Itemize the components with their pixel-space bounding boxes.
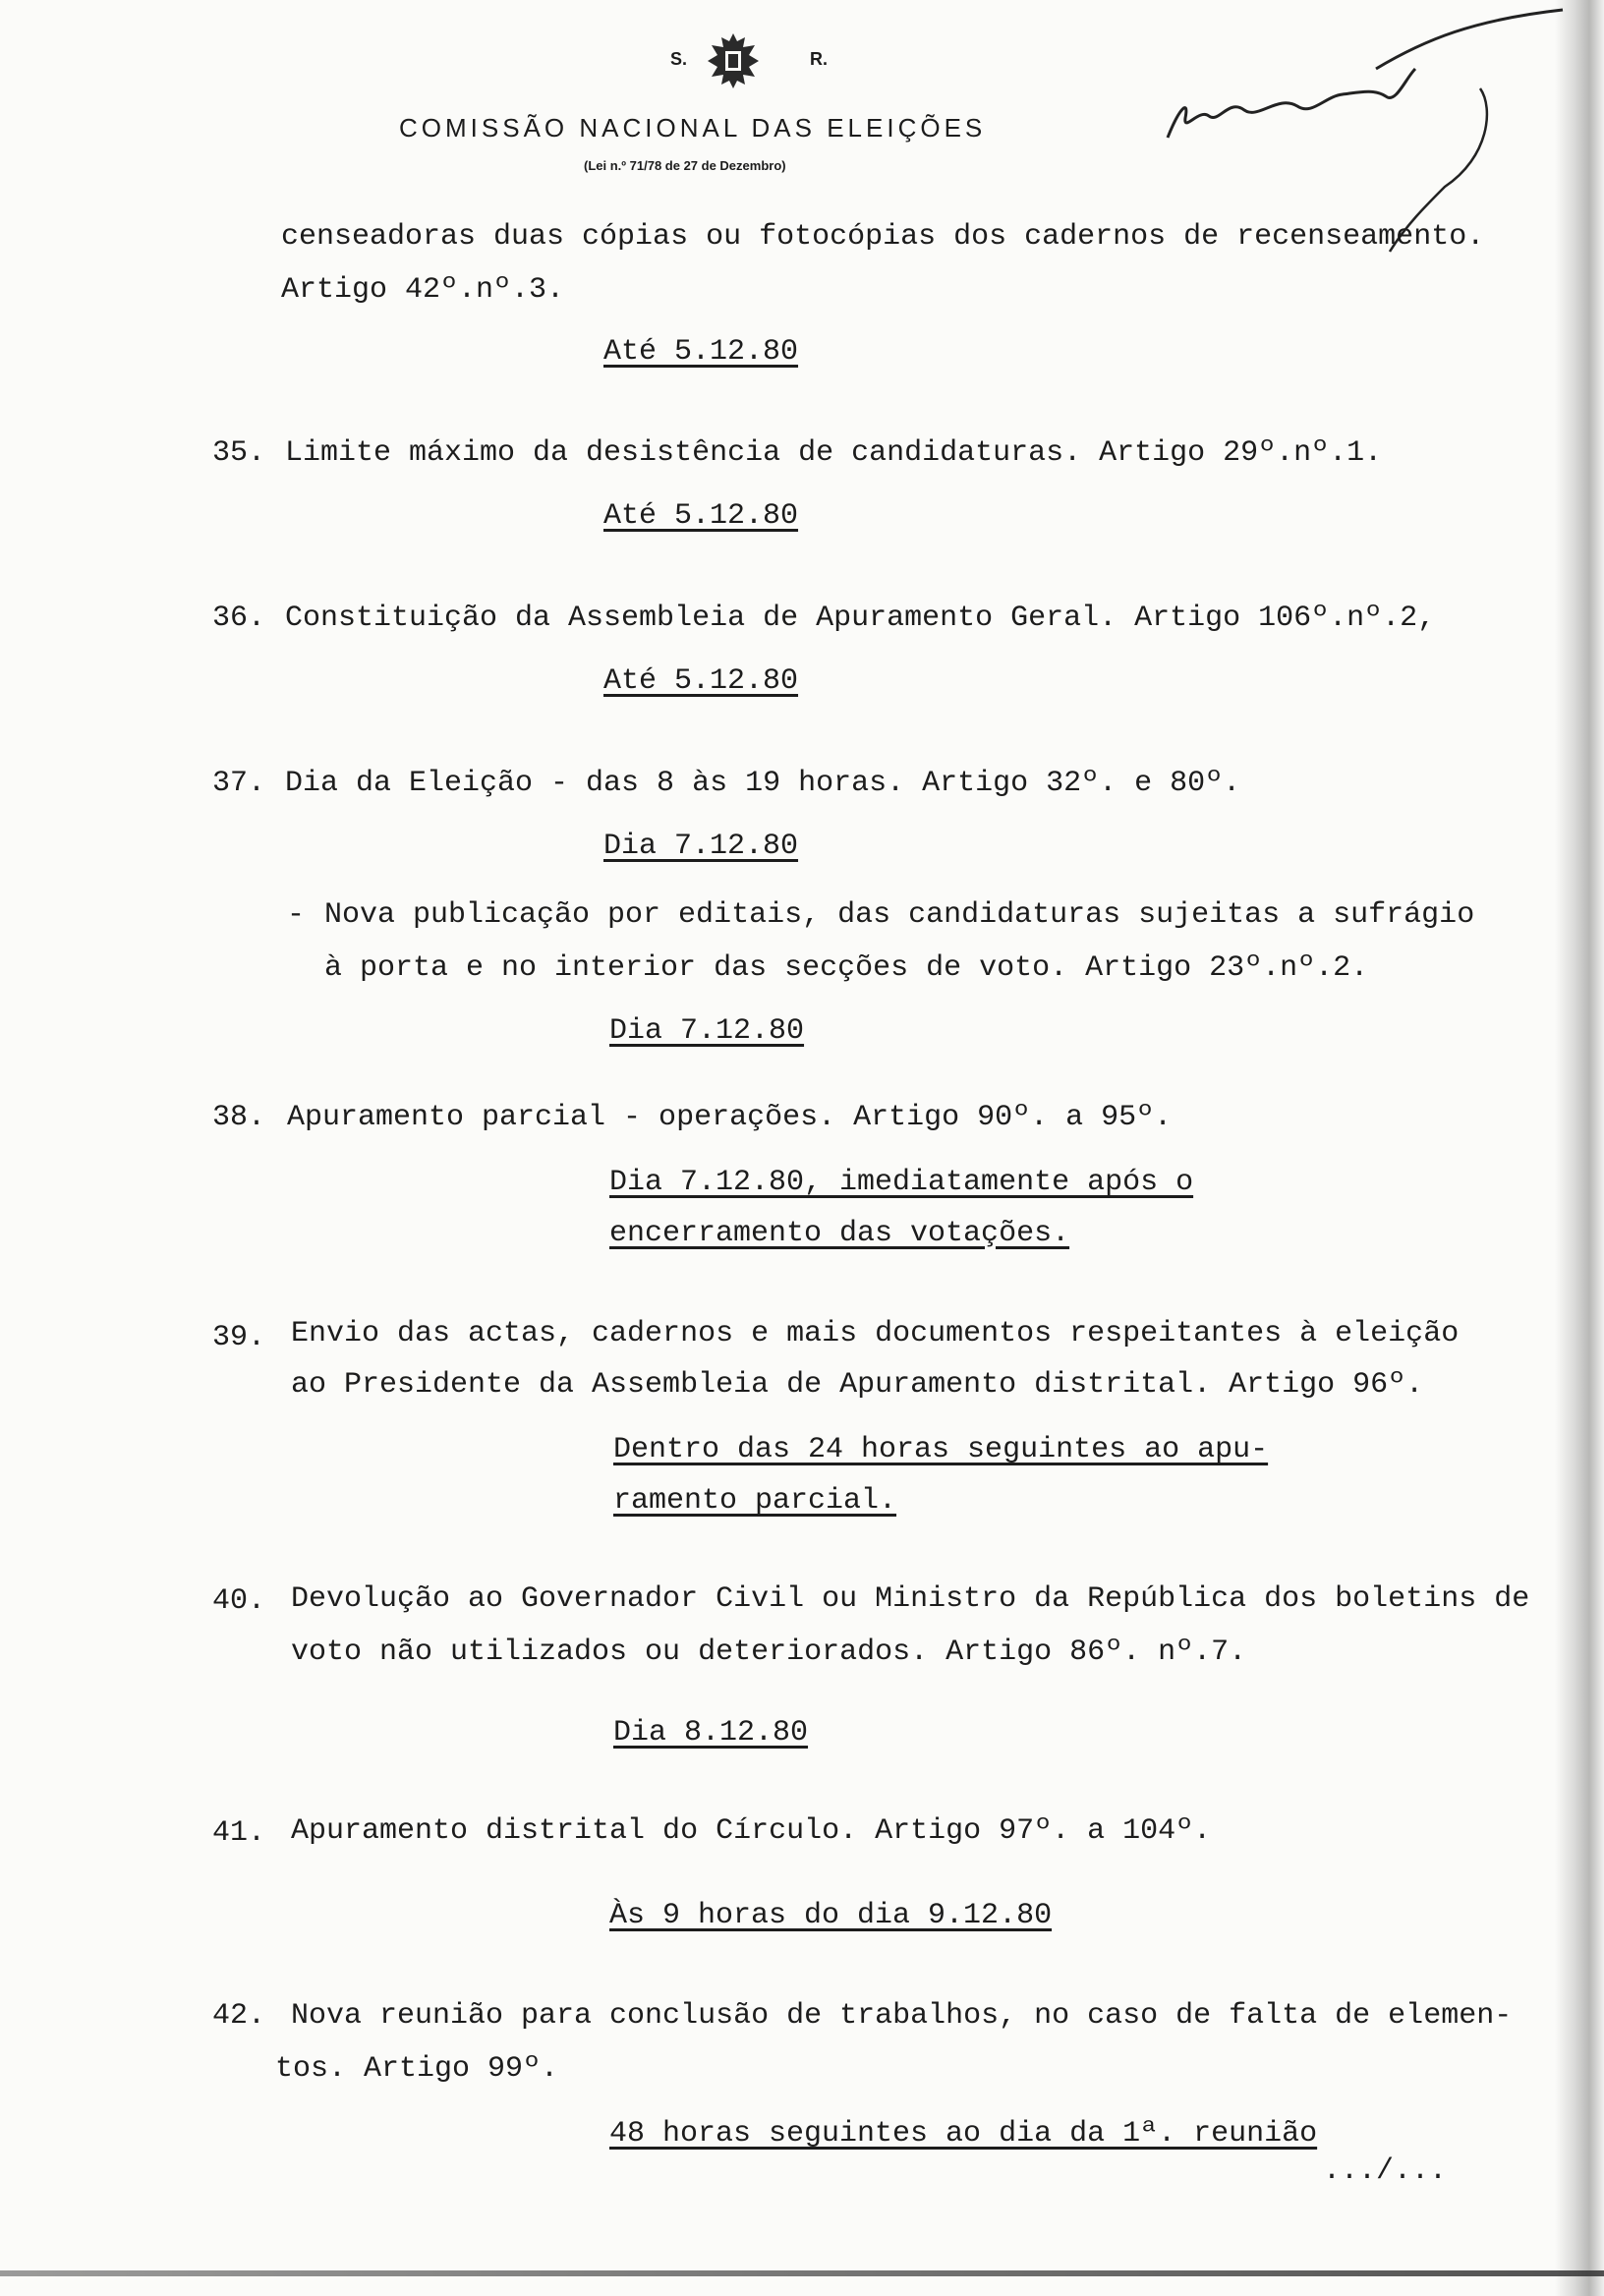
item-37-sub-line-2: à porta e no interior das secções de voto. Artigo 23º.nº.2. (324, 951, 1369, 985)
continuation-marker: .../... (1323, 2154, 1448, 2188)
item-35-line-1: Limite máximo da desistência de candidaturas. Artigo 29º.nº.1. (285, 436, 1383, 470)
item-39-line-2: ao Presidente da Assembleia de Apuramento distrital. Artigo 96º. (291, 1368, 1424, 1402)
item-36-line-1: Constituição da Assembleia de Apuramento Geral. Artigo 106º.nº.2, (285, 602, 1436, 635)
item-35-date: Até 5.12.80 (603, 499, 799, 533)
item-42-line-2: tos. Artigo 99º. (275, 2052, 559, 2086)
item-42-line-1: Nova reunião para conclusão de trabalhos, no caso de falta de elemen- (291, 1999, 1513, 2033)
item-40-date: Dia 8.12.80 (613, 1716, 809, 1750)
item-41-line-1: Apuramento distrital do Círculo. Artigo 97º. a 104º. (291, 1814, 1212, 1848)
item-38-number: 38. (212, 1101, 266, 1134)
item-39-date-1: Dentro das 24 horas seguintes ao apu- (613, 1433, 1269, 1466)
item-0-date: Até 5.12.80 (603, 335, 799, 369)
scan-edge-shadow (1555, 0, 1604, 2296)
handwritten-signature (1150, 0, 1582, 256)
item-37-sub-dash: - (287, 898, 306, 932)
item-42-number: 42. (212, 1999, 266, 2033)
header-right-initial: R. (810, 49, 828, 69)
item-35-number: 35. (212, 436, 266, 470)
item-40-line-2: voto não utilizados ou deteriorados. Artigo 86º. nº.7. (291, 1636, 1247, 1669)
item-40-number: 40. (212, 1584, 266, 1618)
header-left-initial: S. (670, 49, 688, 69)
item-38-date-1: Dia 7.12.80, imediatamente após o (609, 1166, 1194, 1199)
item-38-date-2: encerramento das votações. (609, 1217, 1070, 1250)
item-41-number: 41. (212, 1816, 266, 1850)
item-37-date: Dia 7.12.80 (603, 830, 799, 863)
item-40-line-1: Devolução ao Governador Civil ou Ministro da República dos boletins de (291, 1582, 1530, 1616)
item-0-line-1: censeadoras duas cópias ou fotocópias dos cadernos de recenseamento. (281, 220, 1485, 254)
item-0-line-2: Artigo 42º.nº.3. (281, 273, 565, 307)
item-37-sub-date: Dia 7.12.80 (609, 1014, 805, 1048)
organization-name: COMISSÃO NACIONAL DAS ELEIÇÕES (399, 113, 987, 143)
item-41-date: Às 9 horas do dia 9.12.80 (609, 1899, 1053, 1932)
coat-of-arms-emblem (704, 29, 763, 92)
item-37-sub-line-1: Nova publicação por editais, das candidaturas sujeitas a sufrágio (324, 898, 1475, 932)
item-36-date: Até 5.12.80 (603, 664, 799, 698)
item-37-number: 37. (212, 767, 266, 800)
law-reference: (Lei n.º 71/78 de 27 de Dezembro) (584, 158, 786, 173)
item-39-number: 39. (212, 1321, 266, 1354)
scan-bottom-edge (0, 2270, 1604, 2276)
item-36-number: 36. (212, 602, 266, 635)
item-39-date-2: ramento parcial. (613, 1484, 897, 1518)
item-42-date: 48 horas seguintes ao dia da 1ª. reunião (609, 2117, 1318, 2151)
item-39-line-1: Envio das actas, cadernos e mais documentos respeitantes à eleição (291, 1317, 1460, 1350)
item-37-line-1: Dia da Eleição - das 8 às 19 horas. Artigo 32º. e 80º. (285, 767, 1241, 800)
item-38-line-1: Apuramento parcial - operações. Artigo 90º. a 95º. (287, 1101, 1173, 1134)
